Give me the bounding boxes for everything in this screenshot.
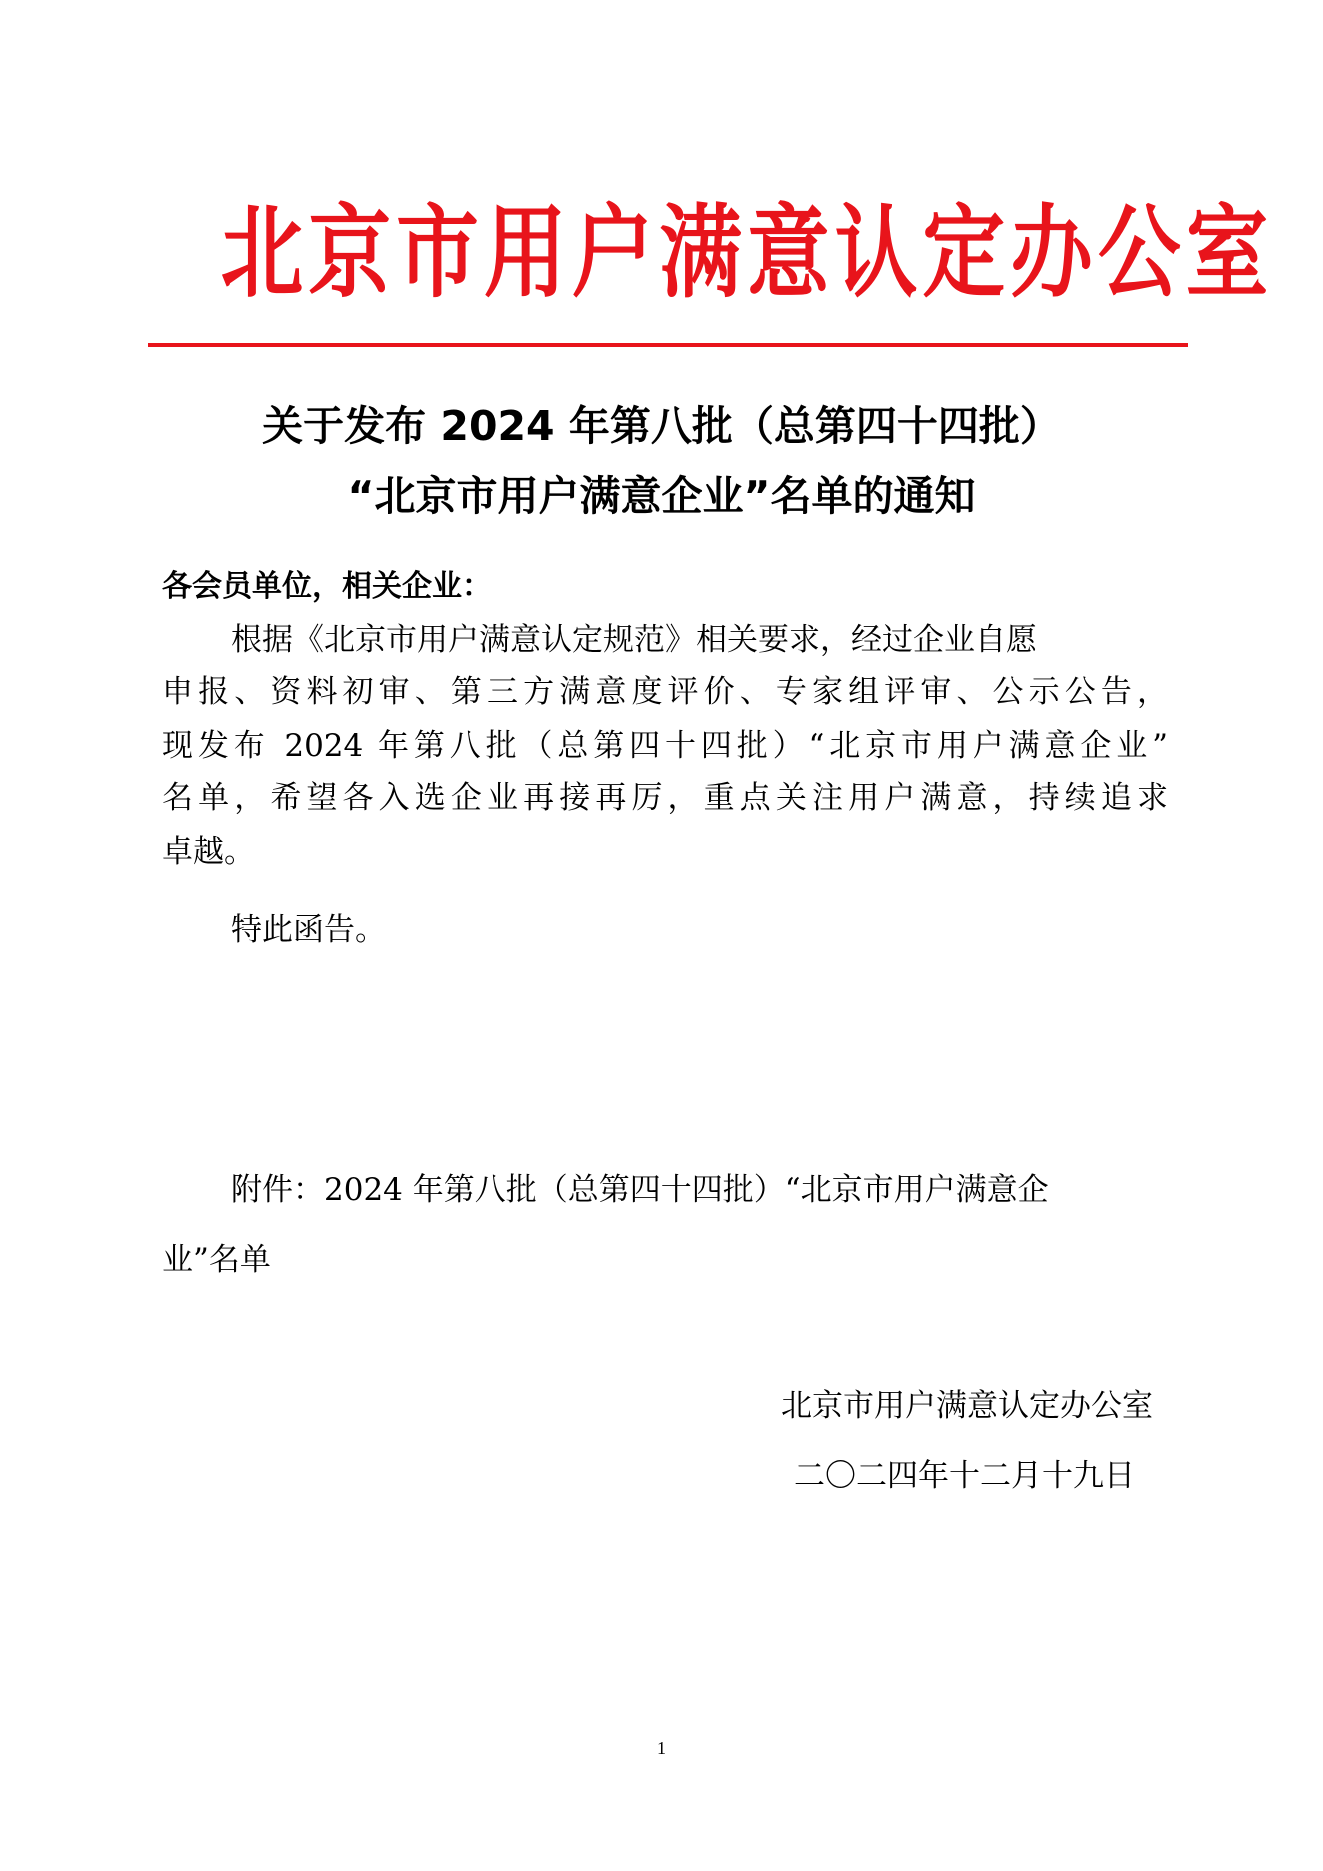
signature-date: 二〇二四年十二月十九日 [794, 1458, 1135, 1494]
page-number: 1 [657, 1738, 666, 1758]
notice-title-line-2: “北京市用户满意企业”名单的通知 [347, 472, 976, 520]
salutation: 各会员单位，相关企业： [162, 569, 492, 604]
closing-remark: 特此函告。 [231, 912, 386, 948]
body-line-1: 根据《北京市用户满意认定规范》相关要求，经过企业自愿 [231, 622, 1037, 658]
notice-title-line-1: 关于发布 2024 年第八批（总第四十四批） [262, 402, 1061, 450]
body-line-4: 名单，希望各入选企业再接再厉，重点关注用户满意，持续追求 [162, 780, 1168, 816]
letterhead-org-name: 北京市用户满意认定办公室 [220, 194, 1274, 312]
letterhead-red-rule [148, 343, 1188, 347]
signature-org: 北京市用户满意认定办公室 [781, 1388, 1153, 1424]
body-line-3: 现发布 2024 年第八批（总第四十四批）“北京市用户满意企业” [162, 728, 1168, 764]
body-line-5: 卓越。 [162, 834, 255, 870]
attachment-line-1: 附件：2024 年第八批（总第四十四批）“北京市用户满意企 [231, 1172, 1049, 1208]
attachment-line-2: 业”名单 [162, 1242, 271, 1278]
body-line-2: 申报、资料初审、第三方满意度评价、专家组评审、公示公告， [162, 674, 1168, 710]
